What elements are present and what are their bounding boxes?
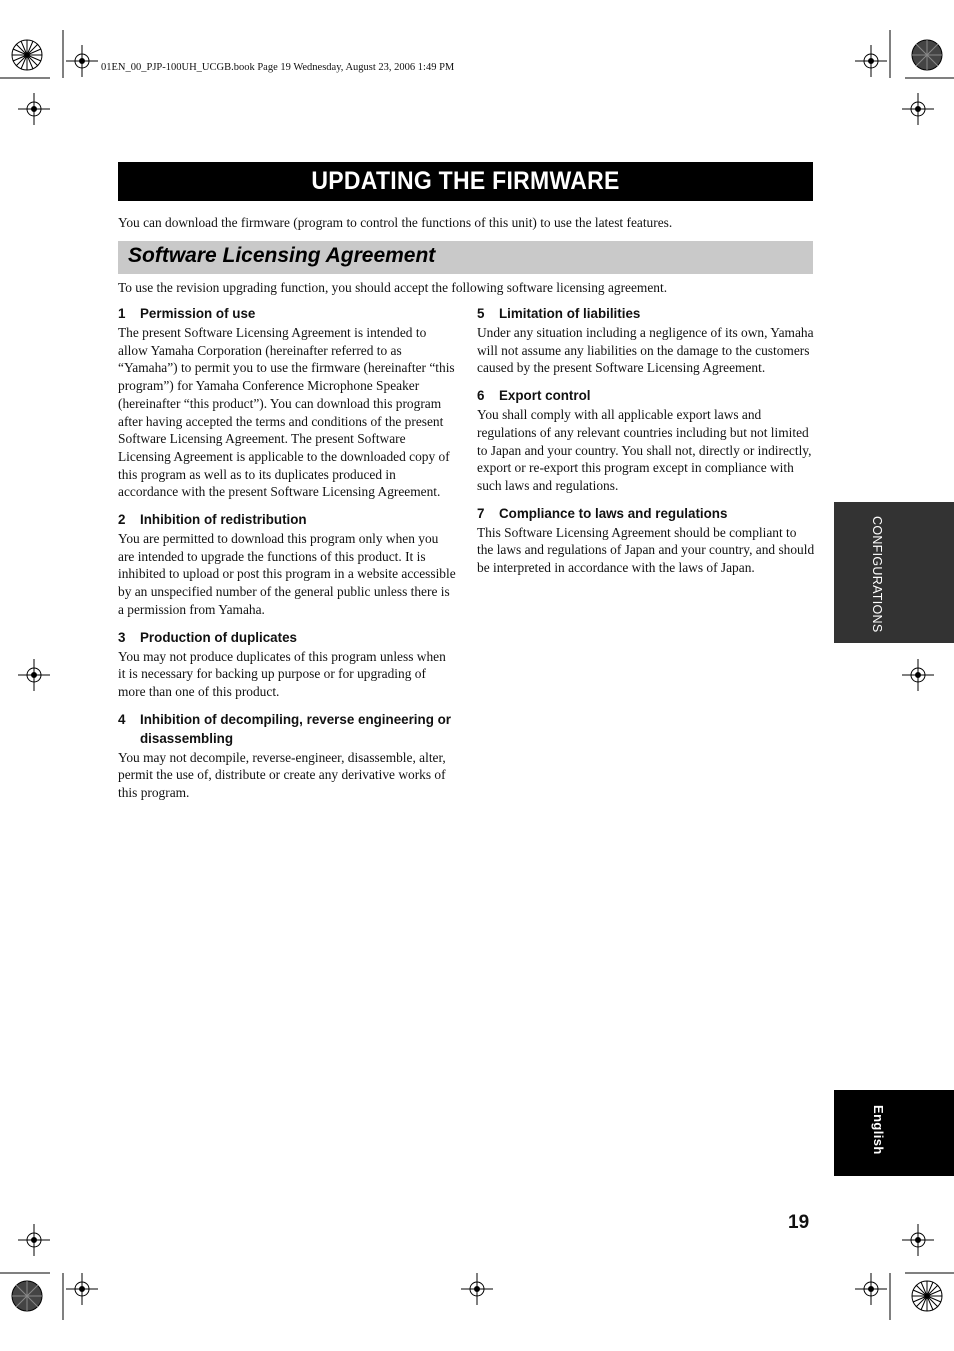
item-body: The present Software Licensing Agreement is intended to allow Yamaha Corporation (hereinafter referred to as “Yamaha”) to permit you to use the firmware (hereinafter “this program”) for Yamaha Conference Microphone Speaker (hereinafter “this product”). You can download this program after having accepted the terms and conditions of the present Software Licensing Agreement. The present Software Licensing Agreement is applicable to the downloaded copy of this program as well as to its duplicates produced in accordance with the present Software Licensing Agreement. <box>118 325 455 500</box>
item-number: 5 <box>477 306 485 321</box>
crosshair-mark-bottom-center <box>461 1273 493 1305</box>
item-heading-text: Production of duplicates <box>140 629 297 645</box>
item-body: You are permitted to download this program only when you are intended to upgrade the functions of this product. It is inhibited to upload or post this program in a website accessible by an unspecified number of the general public unless there is a permission from Yamaha. <box>118 531 456 617</box>
item-heading-text: Limitation of liabilities <box>499 306 641 321</box>
section-heading-text: Software Licensing Agreement <box>128 244 436 267</box>
agreement-item <box>118 304 456 501</box>
item-heading <box>477 304 815 323</box>
item-body: You may not decompile, reverse-engineer, disassemble, alter, permit the use of, distribute or create any derivative works of this program. <box>118 749 446 801</box>
item-body: You may not produce duplicates of this program unless when it is necessary for backing up purpose or for upgrading of more than one of this product. <box>118 648 446 699</box>
left-column <box>118 304 456 811</box>
item-body: Under any situation including a negligence of its own, Yamaha will not assume any liabilities on the damage to the customers caused by the present Software Licensing Agreement. <box>477 325 814 376</box>
agreement-item <box>477 386 815 495</box>
section-intro: To use the revision upgrading function, you should accept the following software licensing agreement. <box>118 280 668 295</box>
agreement-item <box>118 710 456 802</box>
item-number: 4 <box>118 711 126 727</box>
crosshair-mark-bottom-left-b <box>66 1273 98 1305</box>
agreement-item <box>477 504 815 577</box>
page-title-text: UPDATING THE FIRMWARE <box>311 167 620 195</box>
agreement-item <box>118 510 456 619</box>
book-file-info: 01EN_00_PJP-100UH_UCGB.book Page 19 Wednesday, August 23, 2006 1:49 PM <box>101 62 455 73</box>
item-heading <box>118 510 456 529</box>
agreement-item <box>118 628 456 701</box>
item-number: 7 <box>477 505 485 521</box>
starburst-mark-bottom-left <box>12 1281 42 1311</box>
starburst-mark-bottom-right <box>912 1281 942 1311</box>
language-side-tab-label: English <box>871 1105 886 1155</box>
intro-paragraph: You can download the firmware (program to control the functions of this unit) to use the latest features. <box>118 215 673 230</box>
item-heading <box>118 304 456 323</box>
item-heading-text: Compliance to laws and regulations <box>499 505 728 521</box>
item-number: 3 <box>118 629 126 645</box>
crosshair-mark-bottom-left-a <box>18 1224 50 1256</box>
item-heading-text: Inhibition of redistribution <box>140 512 307 528</box>
item-number: 1 <box>118 306 126 321</box>
crosshair-mark-bottom-right-a <box>855 1273 887 1305</box>
starburst-mark-top-left <box>12 40 42 70</box>
item-heading-text: Inhibition of decompiling, reverse engineering or disassembling <box>140 711 451 746</box>
page-number: 19 <box>788 1212 810 1233</box>
item-heading <box>118 628 456 647</box>
crosshair-mark-top-right-b <box>902 93 934 125</box>
item-heading <box>118 710 456 748</box>
item-heading <box>477 504 815 523</box>
item-number: 6 <box>477 388 485 404</box>
crosshair-mark-mid-left <box>18 659 50 691</box>
item-heading-text: Export control <box>499 388 591 404</box>
item-heading <box>477 386 815 405</box>
crosshair-mark-mid-right <box>902 659 934 691</box>
crosshair-mark-top-left-b <box>18 93 50 125</box>
page-title <box>118 162 813 201</box>
crosshair-mark-top-right-a <box>855 45 887 77</box>
agreement-item <box>477 304 815 377</box>
item-number: 2 <box>118 512 126 528</box>
section-heading <box>118 241 813 274</box>
starburst-mark-top-right <box>912 40 942 70</box>
item-heading-text: Permission of use <box>140 306 256 321</box>
crosshair-mark-bottom-right-b <box>902 1224 934 1256</box>
section-side-tab <box>834 502 954 643</box>
item-body: This Software Licensing Agreement should be compliant to the laws and regulations of Japan and your country, and should be interpreted in accordance with the laws of Japan. <box>477 524 815 576</box>
right-column <box>477 304 815 586</box>
section-side-tab-label: CONFIGURATIONS <box>870 516 884 633</box>
language-side-tab <box>834 1090 954 1176</box>
item-body: You shall comply with all applicable export laws and regulations of any relevant countries including but not limited to Japan and your country. You shall not, directly or indirectly, export or re-export this program except in compliance with such laws and regulations. <box>477 407 812 493</box>
crosshair-mark-top-left-a <box>66 45 98 77</box>
